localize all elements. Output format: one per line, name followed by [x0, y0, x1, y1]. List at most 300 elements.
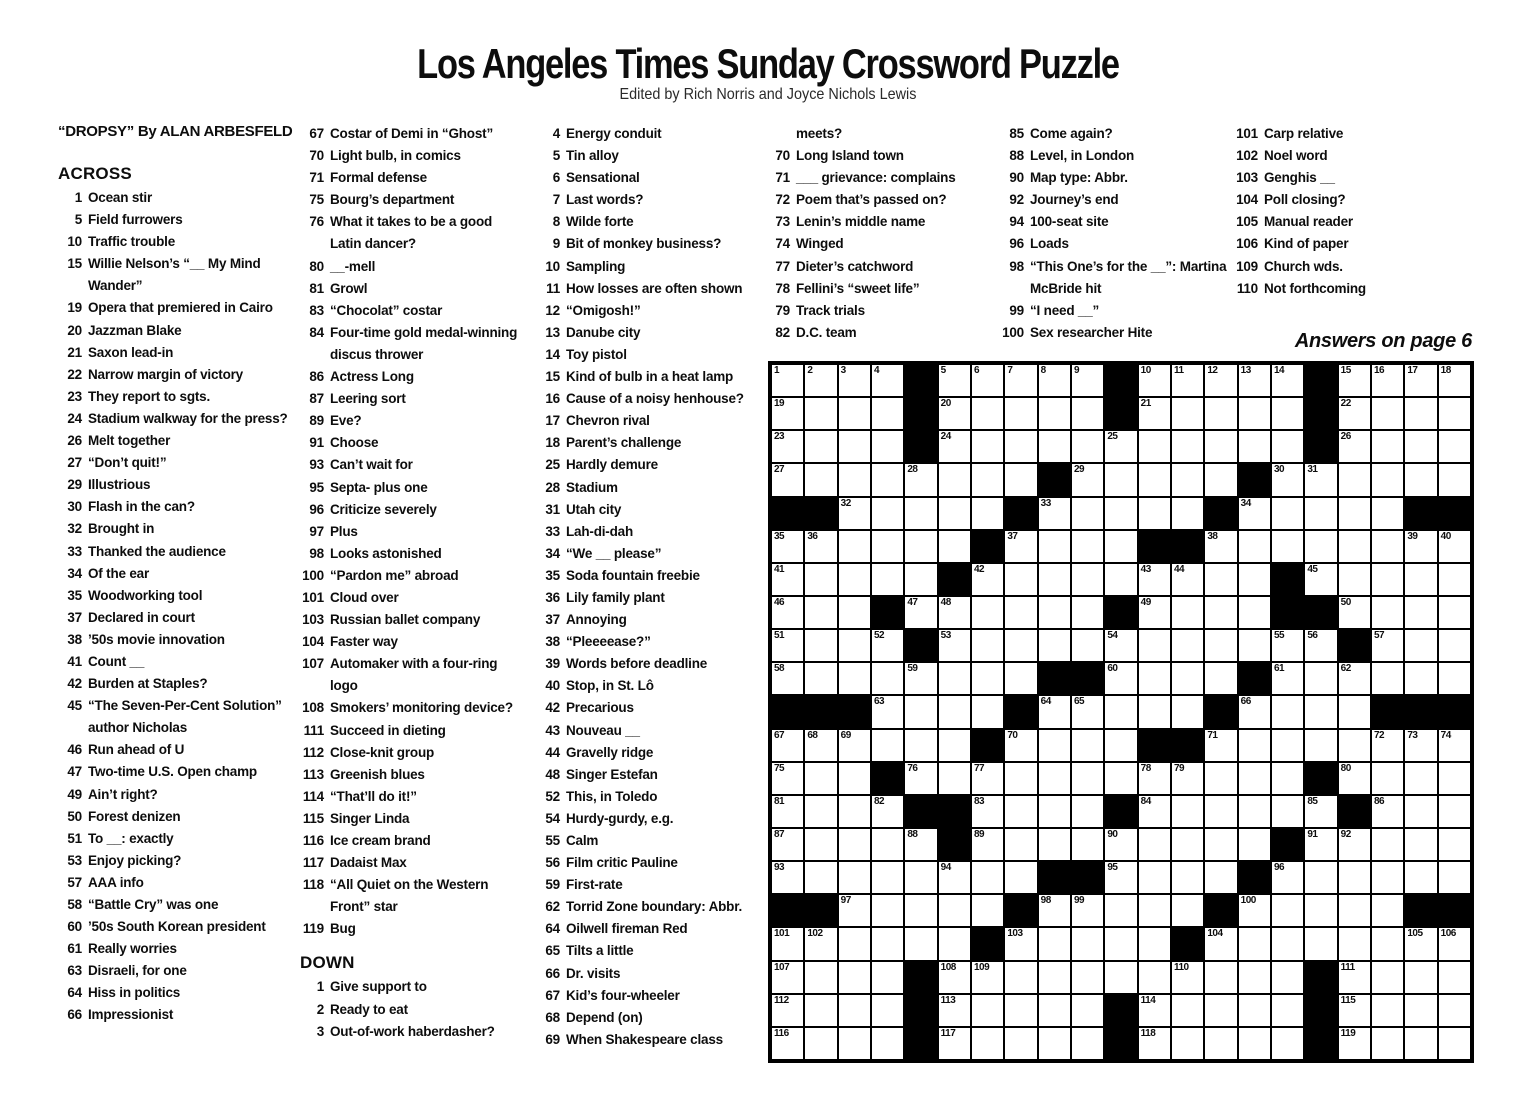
- grid-cell[interactable]: [1204, 1027, 1237, 1060]
- grid-cell[interactable]: [1238, 563, 1271, 596]
- grid-cell[interactable]: [804, 397, 837, 430]
- grid-cell[interactable]: [971, 629, 1004, 662]
- grid-cell[interactable]: [1071, 596, 1104, 629]
- grid-cell[interactable]: [871, 927, 904, 960]
- grid-cell[interactable]: [1338, 828, 1371, 861]
- grid-cell[interactable]: [1371, 463, 1404, 496]
- grid-cell[interactable]: [838, 729, 871, 762]
- grid-cell[interactable]: [1338, 729, 1371, 762]
- grid-cell[interactable]: [1171, 894, 1204, 927]
- grid-cell[interactable]: [804, 994, 837, 1027]
- grid-cell[interactable]: [1271, 430, 1304, 463]
- grid-cell[interactable]: [1171, 795, 1204, 828]
- grid-cell[interactable]: [938, 430, 971, 463]
- grid-cell[interactable]: [1138, 762, 1171, 795]
- grid-cell[interactable]: [904, 530, 937, 563]
- grid-cell[interactable]: [804, 729, 837, 762]
- grid-cell[interactable]: [971, 762, 1004, 795]
- grid-cell[interactable]: [1171, 596, 1204, 629]
- grid-cell[interactable]: [1238, 695, 1271, 728]
- grid-cell[interactable]: [1004, 861, 1037, 894]
- grid-cell[interactable]: [938, 397, 971, 430]
- grid-cell[interactable]: [1138, 927, 1171, 960]
- grid-cell[interactable]: [804, 430, 837, 463]
- grid-cell[interactable]: [1204, 994, 1237, 1027]
- grid-cell[interactable]: [1238, 894, 1271, 927]
- grid-cell[interactable]: [1038, 530, 1071, 563]
- grid-cell[interactable]: [838, 1027, 871, 1060]
- grid-cell[interactable]: [1204, 762, 1237, 795]
- grid-cell[interactable]: [1004, 1027, 1037, 1060]
- grid-cell[interactable]: [838, 762, 871, 795]
- grid-cell[interactable]: [1271, 861, 1304, 894]
- grid-cell[interactable]: [771, 994, 804, 1027]
- grid-cell[interactable]: [1304, 563, 1337, 596]
- grid-cell[interactable]: [1204, 530, 1237, 563]
- grid-cell[interactable]: [1371, 596, 1404, 629]
- grid-cell[interactable]: [1238, 994, 1271, 1027]
- grid-cell[interactable]: [1404, 629, 1437, 662]
- grid-cell[interactable]: [1071, 729, 1104, 762]
- grid-cell[interactable]: [1071, 430, 1104, 463]
- grid-cell[interactable]: [1404, 662, 1437, 695]
- grid-cell[interactable]: [1338, 463, 1371, 496]
- grid-cell[interactable]: [971, 1027, 1004, 1060]
- grid-cell[interactable]: [1238, 430, 1271, 463]
- grid-cell[interactable]: [904, 662, 937, 695]
- grid-cell[interactable]: [871, 629, 904, 662]
- grid-cell[interactable]: [1104, 861, 1137, 894]
- grid-cell[interactable]: [838, 364, 871, 397]
- grid-cell[interactable]: [1404, 596, 1437, 629]
- grid-cell[interactable]: [1171, 662, 1204, 695]
- grid-cell[interactable]: [1004, 563, 1037, 596]
- grid-cell[interactable]: [1138, 662, 1171, 695]
- grid-cell[interactable]: [1404, 729, 1437, 762]
- grid-cell[interactable]: [938, 629, 971, 662]
- grid-cell[interactable]: [1404, 364, 1437, 397]
- grid-cell[interactable]: [871, 530, 904, 563]
- grid-cell[interactable]: [1138, 695, 1171, 728]
- grid-cell[interactable]: [1271, 530, 1304, 563]
- grid-cell[interactable]: [971, 695, 1004, 728]
- grid-cell[interactable]: [1271, 629, 1304, 662]
- grid-cell[interactable]: [938, 729, 971, 762]
- grid-cell[interactable]: [1338, 397, 1371, 430]
- grid-cell[interactable]: [771, 762, 804, 795]
- grid-cell[interactable]: [1071, 762, 1104, 795]
- grid-cell[interactable]: [1404, 828, 1437, 861]
- grid-cell[interactable]: [1138, 563, 1171, 596]
- grid-cell[interactable]: [871, 961, 904, 994]
- grid-cell[interactable]: [1271, 662, 1304, 695]
- grid-cell[interactable]: [938, 695, 971, 728]
- grid-cell[interactable]: [1071, 463, 1104, 496]
- grid-cell[interactable]: [1338, 695, 1371, 728]
- grid-cell[interactable]: [1204, 927, 1237, 960]
- grid-cell[interactable]: [838, 861, 871, 894]
- grid-cell[interactable]: [904, 497, 937, 530]
- grid-cell[interactable]: [1204, 961, 1237, 994]
- grid-cell[interactable]: [1304, 828, 1337, 861]
- grid-cell[interactable]: [971, 861, 1004, 894]
- grid-cell[interactable]: [804, 530, 837, 563]
- grid-cell[interactable]: [771, 927, 804, 960]
- grid-cell[interactable]: [1338, 861, 1371, 894]
- grid-cell[interactable]: [804, 762, 837, 795]
- grid-cell[interactable]: [1271, 961, 1304, 994]
- grid-cell[interactable]: [1171, 463, 1204, 496]
- grid-cell[interactable]: [838, 596, 871, 629]
- grid-cell[interactable]: [904, 729, 937, 762]
- grid-cell[interactable]: [871, 1027, 904, 1060]
- grid-cell[interactable]: [771, 1027, 804, 1060]
- grid-cell[interactable]: [1404, 762, 1437, 795]
- grid-cell[interactable]: [1238, 927, 1271, 960]
- grid-cell[interactable]: [1271, 397, 1304, 430]
- grid-cell[interactable]: [1138, 629, 1171, 662]
- grid-cell[interactable]: [1271, 463, 1304, 496]
- grid-cell[interactable]: [871, 861, 904, 894]
- grid-cell[interactable]: [871, 563, 904, 596]
- grid-cell[interactable]: [1338, 497, 1371, 530]
- grid-cell[interactable]: [838, 795, 871, 828]
- grid-cell[interactable]: [938, 894, 971, 927]
- grid-cell[interactable]: [838, 828, 871, 861]
- grid-cell[interactable]: [1304, 795, 1337, 828]
- grid-cell[interactable]: [771, 795, 804, 828]
- grid-cell[interactable]: [1171, 497, 1204, 530]
- grid-cell[interactable]: [1271, 894, 1304, 927]
- grid-cell[interactable]: [771, 563, 804, 596]
- grid-cell[interactable]: [1038, 927, 1071, 960]
- grid-cell[interactable]: [1071, 364, 1104, 397]
- grid-cell[interactable]: [1404, 1027, 1437, 1060]
- grid-cell[interactable]: [971, 463, 1004, 496]
- grid-cell[interactable]: [1038, 795, 1071, 828]
- grid-cell[interactable]: [1438, 927, 1471, 960]
- grid-cell[interactable]: [1038, 364, 1071, 397]
- grid-cell[interactable]: [771, 596, 804, 629]
- grid-cell[interactable]: [1171, 430, 1204, 463]
- grid-cell[interactable]: [971, 364, 1004, 397]
- grid-cell[interactable]: [1071, 894, 1104, 927]
- grid-cell[interactable]: [904, 927, 937, 960]
- grid-cell[interactable]: [904, 828, 937, 861]
- grid-cell[interactable]: [1438, 861, 1471, 894]
- grid-cell[interactable]: [1138, 364, 1171, 397]
- grid-cell[interactable]: [1371, 961, 1404, 994]
- grid-cell[interactable]: [1338, 430, 1371, 463]
- grid-cell[interactable]: [1071, 927, 1104, 960]
- grid-cell[interactable]: [1338, 596, 1371, 629]
- grid-cell[interactable]: [1371, 894, 1404, 927]
- grid-cell[interactable]: [971, 596, 1004, 629]
- grid-cell[interactable]: [1038, 695, 1071, 728]
- grid-cell[interactable]: [971, 961, 1004, 994]
- grid-cell[interactable]: [1438, 397, 1471, 430]
- grid-cell[interactable]: [1004, 927, 1037, 960]
- grid-cell[interactable]: [1038, 430, 1071, 463]
- grid-cell[interactable]: [1438, 364, 1471, 397]
- grid-cell[interactable]: [1238, 729, 1271, 762]
- grid-cell[interactable]: [971, 662, 1004, 695]
- grid-cell[interactable]: [1138, 1027, 1171, 1060]
- grid-cell[interactable]: [1104, 927, 1137, 960]
- grid-cell[interactable]: [904, 463, 937, 496]
- grid-cell[interactable]: [838, 530, 871, 563]
- grid-cell[interactable]: [1204, 662, 1237, 695]
- grid-cell[interactable]: [771, 629, 804, 662]
- grid-cell[interactable]: [1338, 927, 1371, 960]
- grid-cell[interactable]: [1238, 530, 1271, 563]
- grid-cell[interactable]: [838, 927, 871, 960]
- grid-cell[interactable]: [1038, 828, 1071, 861]
- grid-cell[interactable]: [771, 364, 804, 397]
- grid-cell[interactable]: [838, 894, 871, 927]
- grid-cell[interactable]: [1304, 662, 1337, 695]
- grid-cell[interactable]: [1404, 795, 1437, 828]
- grid-cell[interactable]: [1038, 397, 1071, 430]
- grid-cell[interactable]: [1338, 994, 1371, 1027]
- grid-cell[interactable]: [1104, 729, 1137, 762]
- grid-cell[interactable]: [1238, 596, 1271, 629]
- grid-cell[interactable]: [1204, 463, 1237, 496]
- grid-cell[interactable]: [1104, 662, 1137, 695]
- grid-cell[interactable]: [971, 497, 1004, 530]
- grid-cell[interactable]: [1371, 397, 1404, 430]
- grid-cell[interactable]: [1171, 828, 1204, 861]
- grid-cell[interactable]: [771, 662, 804, 695]
- grid-cell[interactable]: [1304, 497, 1337, 530]
- grid-cell[interactable]: [804, 861, 837, 894]
- grid-cell[interactable]: [1438, 563, 1471, 596]
- grid-cell[interactable]: [804, 364, 837, 397]
- grid-cell[interactable]: [1338, 530, 1371, 563]
- grid-cell[interactable]: [1238, 795, 1271, 828]
- grid-cell[interactable]: [1171, 762, 1204, 795]
- grid-cell[interactable]: [1271, 927, 1304, 960]
- grid-cell[interactable]: [871, 994, 904, 1027]
- grid-cell[interactable]: [871, 662, 904, 695]
- grid-cell[interactable]: [1238, 629, 1271, 662]
- grid-cell[interactable]: [1104, 629, 1137, 662]
- grid-cell[interactable]: [1238, 961, 1271, 994]
- grid-cell[interactable]: [1138, 795, 1171, 828]
- grid-cell[interactable]: [804, 828, 837, 861]
- grid-cell[interactable]: [904, 695, 937, 728]
- grid-cell[interactable]: [1171, 861, 1204, 894]
- grid-cell[interactable]: [1271, 695, 1304, 728]
- grid-cell[interactable]: [1338, 894, 1371, 927]
- grid-cell[interactable]: [1238, 497, 1271, 530]
- grid-cell[interactable]: [1038, 762, 1071, 795]
- grid-cell[interactable]: [1204, 861, 1237, 894]
- grid-cell[interactable]: [871, 430, 904, 463]
- grid-cell[interactable]: [971, 563, 1004, 596]
- grid-cell[interactable]: [771, 828, 804, 861]
- grid-cell[interactable]: [1138, 430, 1171, 463]
- grid-cell[interactable]: [804, 629, 837, 662]
- grid-cell[interactable]: [1004, 430, 1037, 463]
- grid-cell[interactable]: [1171, 695, 1204, 728]
- grid-cell[interactable]: [804, 1027, 837, 1060]
- grid-cell[interactable]: [1404, 530, 1437, 563]
- grid-cell[interactable]: [1271, 729, 1304, 762]
- grid-cell[interactable]: [1104, 695, 1137, 728]
- grid-cell[interactable]: [1071, 695, 1104, 728]
- grid-cell[interactable]: [871, 497, 904, 530]
- grid-cell[interactable]: [938, 497, 971, 530]
- grid-cell[interactable]: [904, 894, 937, 927]
- grid-cell[interactable]: [971, 994, 1004, 1027]
- grid-cell[interactable]: [1371, 497, 1404, 530]
- grid-cell[interactable]: [1204, 729, 1237, 762]
- grid-cell[interactable]: [1304, 463, 1337, 496]
- grid-cell[interactable]: [1004, 994, 1037, 1027]
- grid-cell[interactable]: [1271, 994, 1304, 1027]
- grid-cell[interactable]: [1038, 961, 1071, 994]
- grid-cell[interactable]: [938, 994, 971, 1027]
- grid-cell[interactable]: [938, 961, 971, 994]
- grid-cell[interactable]: [838, 961, 871, 994]
- grid-cell[interactable]: [1438, 430, 1471, 463]
- grid-cell[interactable]: [1138, 397, 1171, 430]
- grid-cell[interactable]: [1371, 662, 1404, 695]
- grid-cell[interactable]: [1338, 762, 1371, 795]
- grid-cell[interactable]: [1038, 596, 1071, 629]
- grid-cell[interactable]: [1238, 397, 1271, 430]
- grid-cell[interactable]: [1404, 927, 1437, 960]
- grid-cell[interactable]: [1304, 530, 1337, 563]
- grid-cell[interactable]: [1138, 994, 1171, 1027]
- grid-cell[interactable]: [1371, 629, 1404, 662]
- grid-cell[interactable]: [938, 662, 971, 695]
- grid-cell[interactable]: [1138, 961, 1171, 994]
- grid-cell[interactable]: [1204, 828, 1237, 861]
- grid-cell[interactable]: [804, 927, 837, 960]
- grid-cell[interactable]: [1371, 795, 1404, 828]
- grid-cell[interactable]: [804, 795, 837, 828]
- grid-cell[interactable]: [1038, 563, 1071, 596]
- grid-cell[interactable]: [1204, 795, 1237, 828]
- grid-cell[interactable]: [838, 629, 871, 662]
- grid-cell[interactable]: [1171, 364, 1204, 397]
- grid-cell[interactable]: [1371, 364, 1404, 397]
- grid-cell[interactable]: [1438, 530, 1471, 563]
- grid-cell[interactable]: [938, 596, 971, 629]
- grid-cell[interactable]: [1271, 364, 1304, 397]
- grid-cell[interactable]: [1071, 397, 1104, 430]
- grid-cell[interactable]: [1038, 994, 1071, 1027]
- grid-cell[interactable]: [771, 530, 804, 563]
- grid-cell[interactable]: [838, 463, 871, 496]
- grid-cell[interactable]: [971, 430, 1004, 463]
- grid-cell[interactable]: [1004, 961, 1037, 994]
- grid-cell[interactable]: [1004, 596, 1037, 629]
- grid-cell[interactable]: [904, 563, 937, 596]
- grid-cell[interactable]: [1071, 1027, 1104, 1060]
- grid-cell[interactable]: [904, 861, 937, 894]
- grid-cell[interactable]: [1004, 629, 1037, 662]
- grid-cell[interactable]: [1238, 1027, 1271, 1060]
- grid-cell[interactable]: [1171, 1027, 1204, 1060]
- grid-cell[interactable]: [838, 397, 871, 430]
- grid-cell[interactable]: [1271, 795, 1304, 828]
- grid-cell[interactable]: [1371, 530, 1404, 563]
- grid-cell[interactable]: [1371, 1027, 1404, 1060]
- grid-cell[interactable]: [1004, 364, 1037, 397]
- grid-cell[interactable]: [1204, 397, 1237, 430]
- grid-cell[interactable]: [1271, 1027, 1304, 1060]
- grid-cell[interactable]: [1404, 463, 1437, 496]
- grid-cell[interactable]: [1238, 364, 1271, 397]
- grid-cell[interactable]: [1338, 364, 1371, 397]
- grid-cell[interactable]: [1438, 762, 1471, 795]
- grid-cell[interactable]: [804, 662, 837, 695]
- grid-cell[interactable]: [871, 894, 904, 927]
- grid-cell[interactable]: [804, 563, 837, 596]
- grid-cell[interactable]: [1171, 961, 1204, 994]
- grid-cell[interactable]: [1038, 1027, 1071, 1060]
- grid-cell[interactable]: [1004, 729, 1037, 762]
- grid-cell[interactable]: [1204, 563, 1237, 596]
- grid-cell[interactable]: [1338, 662, 1371, 695]
- grid-cell[interactable]: [1171, 629, 1204, 662]
- grid-cell[interactable]: [871, 795, 904, 828]
- grid-cell[interactable]: [1371, 927, 1404, 960]
- grid-cell[interactable]: [1004, 662, 1037, 695]
- grid-cell[interactable]: [938, 364, 971, 397]
- grid-cell[interactable]: [1438, 729, 1471, 762]
- grid-cell[interactable]: [1038, 629, 1071, 662]
- grid-cell[interactable]: [838, 563, 871, 596]
- grid-cell[interactable]: [1304, 861, 1337, 894]
- grid-cell[interactable]: [938, 463, 971, 496]
- grid-cell[interactable]: [1304, 629, 1337, 662]
- grid-cell[interactable]: [771, 961, 804, 994]
- grid-cell[interactable]: [771, 430, 804, 463]
- grid-cell[interactable]: [1371, 994, 1404, 1027]
- grid-cell[interactable]: [1038, 894, 1071, 927]
- grid-cell[interactable]: [1004, 795, 1037, 828]
- grid-cell[interactable]: [1071, 629, 1104, 662]
- grid-cell[interactable]: [938, 762, 971, 795]
- grid-cell[interactable]: [1071, 994, 1104, 1027]
- grid-cell[interactable]: [1371, 762, 1404, 795]
- grid-cell[interactable]: [938, 861, 971, 894]
- grid-cell[interactable]: [971, 828, 1004, 861]
- grid-cell[interactable]: [1104, 430, 1137, 463]
- grid-cell[interactable]: [1104, 497, 1137, 530]
- grid-cell[interactable]: [1338, 961, 1371, 994]
- grid-cell[interactable]: [1438, 463, 1471, 496]
- grid-cell[interactable]: [1371, 861, 1404, 894]
- grid-cell[interactable]: [1438, 795, 1471, 828]
- grid-cell[interactable]: [1404, 563, 1437, 596]
- grid-cell[interactable]: [1204, 430, 1237, 463]
- grid-cell[interactable]: [1404, 961, 1437, 994]
- grid-cell[interactable]: [804, 961, 837, 994]
- grid-cell[interactable]: [1138, 463, 1171, 496]
- grid-cell[interactable]: [1404, 430, 1437, 463]
- grid-cell[interactable]: [1304, 729, 1337, 762]
- grid-cell[interactable]: [1404, 994, 1437, 1027]
- grid-cell[interactable]: [771, 463, 804, 496]
- grid-cell[interactable]: [1404, 861, 1437, 894]
- grid-cell[interactable]: [871, 397, 904, 430]
- grid-cell[interactable]: [1071, 563, 1104, 596]
